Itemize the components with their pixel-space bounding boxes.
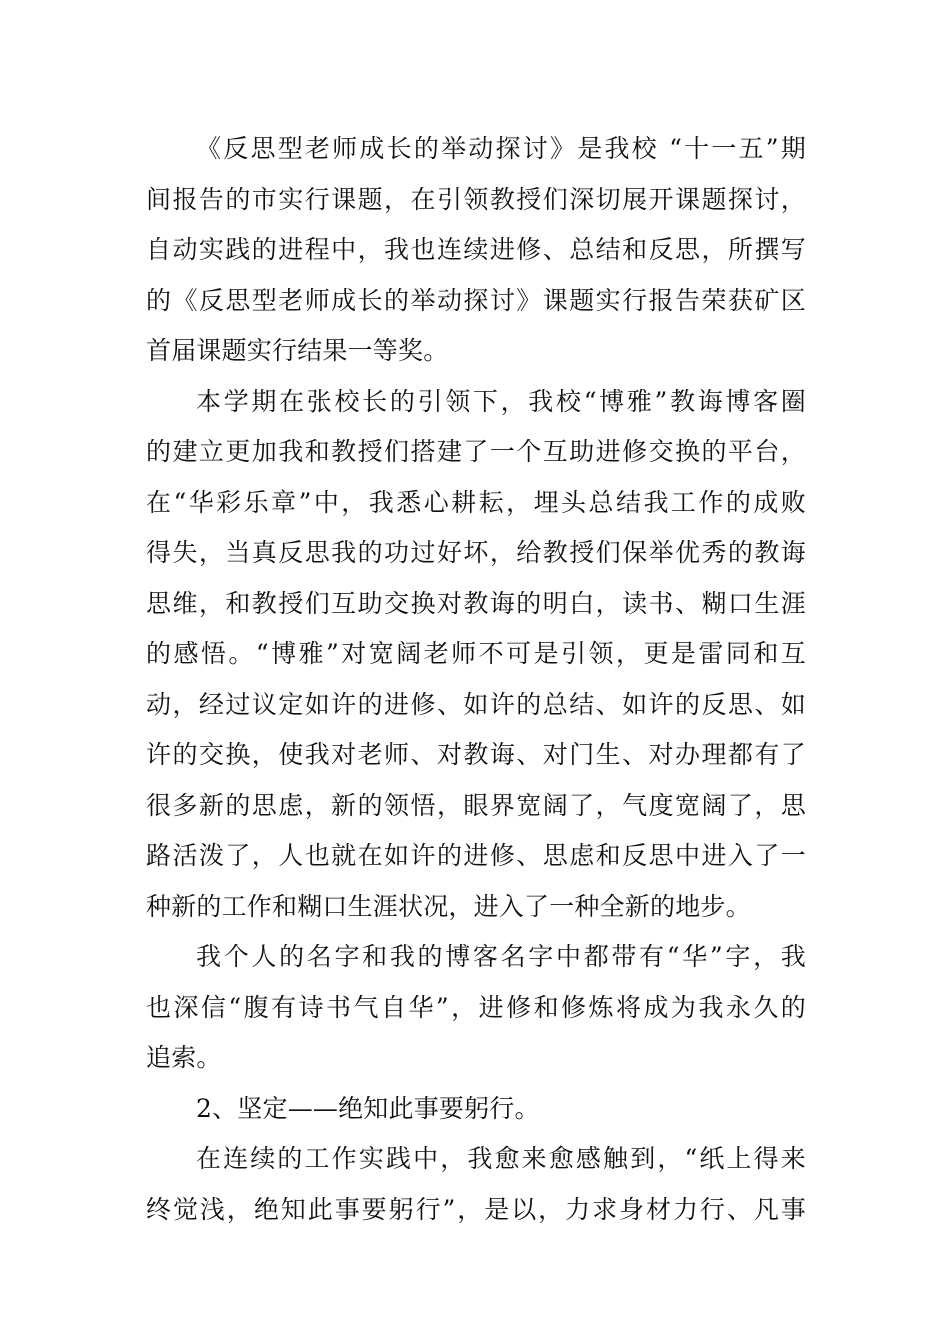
- paragraph-practice: [146, 1134, 806, 1235]
- text-line: 我个人的名字和我的博客名字中都带有“华”字，我: [196, 942, 806, 971]
- text-line: 2、坚定——绝知此事要躬行。: [196, 1093, 540, 1123]
- text-line: 许的交换，使我对老师、对教诲、对门生、对办理都有了: [146, 740, 806, 769]
- text-line: 终觉浅，绝知此事要躬行”，是以，力求身材力行、凡事: [146, 1194, 806, 1224]
- text-line: 种新的工作和糊口生涯状况，进入了一种全新的地步。: [146, 891, 751, 921]
- text-line: 的建立更加我和教授们搭建了一个互助进修交换的平台，: [146, 437, 806, 466]
- text-line: 思维，和教授们互助交换对教诲的明白，读书、糊口生涯: [146, 588, 806, 618]
- paragraph-blog-circle: [146, 377, 806, 933]
- text-line: 动，经过议定如许的进修、如许的总结、如许的反思、如: [146, 689, 806, 719]
- paragraph-name-hua: [146, 932, 806, 1084]
- text-line: 很多新的思虑，新的领悟，眼界宽阔了，气度宽阔了，思: [146, 790, 806, 820]
- document-page: [146, 124, 806, 1235]
- text-line: 得失，当真反思我的功过好坏，给教授们保举优秀的教诲: [146, 538, 806, 567]
- text-line: 自动实践的进程中，我也连续进修、总结和反思，所撰写: [146, 235, 806, 264]
- text-line: 在“华彩乐章”中，我悉心耕耘，埋头总结我工作的成败: [146, 487, 806, 517]
- text-line: 的感悟。“博雅”对宽阔老师不可是引领，更是雷同和互: [146, 639, 806, 668]
- text-line: 本学期在张校长的引领下，我校“博雅”教诲博客圈: [196, 386, 806, 416]
- text-line: 也深信“腹有诗书气自华”，进修和修炼将成为我永久的: [146, 992, 806, 1022]
- text-line: 追索。: [146, 1043, 222, 1072]
- text-line: 间报告的市实行课题，在引领教授们深切展开课题探讨，: [146, 184, 806, 214]
- section-heading-2: [146, 1084, 806, 1135]
- text-line: 《反思型老师成长的举动探讨》是我校 “十一五”期: [196, 134, 806, 163]
- text-line: 首届课题实行结果一等奖。: [146, 336, 449, 365]
- text-line: 在连续的工作实践中，我愈来愈感触到，“纸上得来: [196, 1144, 806, 1173]
- paragraph-research-project: [146, 124, 806, 377]
- text-line: 的《反思型老师成长的举动探讨》课题实行报告荣获矿区: [146, 285, 806, 315]
- text-line: 路活泼了，人也就在如许的进修、思虑和反思中进入了一: [146, 841, 806, 870]
